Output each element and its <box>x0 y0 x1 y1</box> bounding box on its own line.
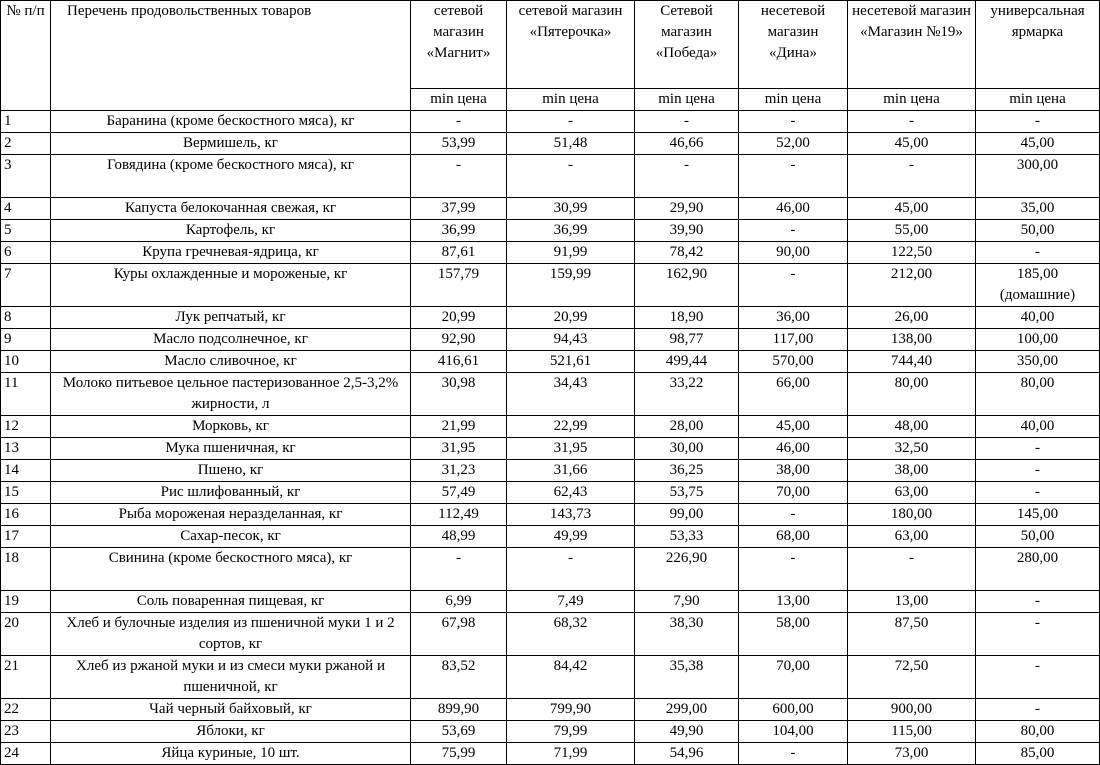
price-cell: 30,99 <box>507 198 635 220</box>
price-cell: 75,99 <box>411 743 507 765</box>
product-name: Соль поваренная пищевая, кг <box>51 591 411 613</box>
table-row <box>1 329 1100 351</box>
price-cell: 99,00 <box>635 504 739 526</box>
price-cell: 80,00 <box>976 373 1100 416</box>
price-cell: 66,00 <box>739 373 848 416</box>
subheader-min-price: min цена <box>507 89 635 111</box>
table-row <box>1 133 1100 155</box>
price-cell: 899,90 <box>411 699 507 721</box>
row-number: 2 <box>1 133 51 155</box>
price-cell: - <box>976 699 1100 721</box>
price-cell: - <box>976 242 1100 264</box>
table-row <box>1 482 1100 504</box>
price-cell: 7,90 <box>635 591 739 613</box>
row-number: 20 <box>1 613 51 656</box>
price-cell: 63,00 <box>848 526 976 548</box>
header-row <box>1 1 1100 89</box>
row-number: 24 <box>1 743 51 765</box>
product-name: Хлеб из ржаной муки и из смеси муки ржаной и пшеничной, кг <box>51 656 411 699</box>
price-cell: 300,00 <box>976 155 1100 198</box>
price-cell: 67,98 <box>411 613 507 656</box>
price-cell: 6,99 <box>411 591 507 613</box>
table-row <box>1 548 1100 591</box>
product-name: Яйца куриные, 10 шт. <box>51 743 411 765</box>
price-cell: 112,49 <box>411 504 507 526</box>
price-cell: - <box>976 482 1100 504</box>
table-row <box>1 743 1100 765</box>
price-cell: 87,61 <box>411 242 507 264</box>
product-name: Рыба мороженая неразделанная, кг <box>51 504 411 526</box>
table-row <box>1 504 1100 526</box>
price-cell: 499,44 <box>635 351 739 373</box>
price-cell: 13,00 <box>739 591 848 613</box>
price-cell: 46,00 <box>739 198 848 220</box>
price-cell: 79,99 <box>507 721 635 743</box>
price-cell: 52,00 <box>739 133 848 155</box>
price-cell: - <box>976 438 1100 460</box>
price-cell: - <box>739 155 848 198</box>
price-cell: 280,00 <box>976 548 1100 591</box>
price-cell: 36,99 <box>411 220 507 242</box>
product-name: Свинина (кроме бескостного мяса), кг <box>51 548 411 591</box>
product-name: Картофель, кг <box>51 220 411 242</box>
product-name: Крупа гречневая-ядрица, кг <box>51 242 411 264</box>
price-cell: 104,00 <box>739 721 848 743</box>
row-number: 4 <box>1 198 51 220</box>
price-cell: 38,30 <box>635 613 739 656</box>
table-row <box>1 155 1100 198</box>
product-name: Морковь, кг <box>51 416 411 438</box>
table-row <box>1 220 1100 242</box>
price-cell: 84,42 <box>507 656 635 699</box>
price-cell: 90,00 <box>739 242 848 264</box>
table-row <box>1 307 1100 329</box>
price-cell: 45,00 <box>976 133 1100 155</box>
price-cell: 122,50 <box>848 242 976 264</box>
product-name: Яблоки, кг <box>51 721 411 743</box>
price-cell: 18,90 <box>635 307 739 329</box>
price-cell: - <box>739 504 848 526</box>
price-cell: 87,50 <box>848 613 976 656</box>
price-table-body <box>1 1 1100 765</box>
price-cell: 28,00 <box>635 416 739 438</box>
table-row <box>1 656 1100 699</box>
price-cell: - <box>848 111 976 133</box>
price-cell: 85,00 <box>976 743 1100 765</box>
subheader-min-price: min цена <box>739 89 848 111</box>
product-name: Куры охлажденные и мороженые, кг <box>51 264 411 307</box>
price-cell: 35,38 <box>635 656 739 699</box>
price-cell: 53,99 <box>411 133 507 155</box>
product-name: Пшено, кг <box>51 460 411 482</box>
row-number: 3 <box>1 155 51 198</box>
price-cell: - <box>411 155 507 198</box>
price-cell: 115,00 <box>848 721 976 743</box>
price-cell: 40,00 <box>976 307 1100 329</box>
price-cell: 92,90 <box>411 329 507 351</box>
price-cell: 45,00 <box>848 198 976 220</box>
price-cell: 22,99 <box>507 416 635 438</box>
product-name: Рис шлифованный, кг <box>51 482 411 504</box>
price-cell: 744,40 <box>848 351 976 373</box>
price-cell: 31,95 <box>507 438 635 460</box>
price-cell: 7,49 <box>507 591 635 613</box>
price-cell: 36,99 <box>507 220 635 242</box>
price-cell: - <box>976 613 1100 656</box>
row-number: 15 <box>1 482 51 504</box>
price-cell: - <box>739 743 848 765</box>
price-cell: 73,00 <box>848 743 976 765</box>
price-cell: - <box>739 264 848 307</box>
price-cell: 58,00 <box>739 613 848 656</box>
price-cell: 91,99 <box>507 242 635 264</box>
price-cell: - <box>976 591 1100 613</box>
price-cell: - <box>507 548 635 591</box>
price-cell: - <box>739 548 848 591</box>
price-cell: 30,00 <box>635 438 739 460</box>
price-cell: - <box>739 220 848 242</box>
table-row <box>1 460 1100 482</box>
price-cell: 299,00 <box>635 699 739 721</box>
price-cell: - <box>411 548 507 591</box>
table-row <box>1 264 1100 307</box>
row-number: 14 <box>1 460 51 482</box>
row-number: 9 <box>1 329 51 351</box>
price-cell: 226,90 <box>635 548 739 591</box>
subheader-min-price: min цена <box>848 89 976 111</box>
price-cell: 36,25 <box>635 460 739 482</box>
table-row <box>1 699 1100 721</box>
price-cell: 53,69 <box>411 721 507 743</box>
price-cell: 212,00 <box>848 264 976 307</box>
price-cell: 51,48 <box>507 133 635 155</box>
price-cell: 48,00 <box>848 416 976 438</box>
row-number: 5 <box>1 220 51 242</box>
price-cell: 31,66 <box>507 460 635 482</box>
table-row <box>1 198 1100 220</box>
price-cell: 48,99 <box>411 526 507 548</box>
header-store-magazin19: несетевой магазин «Магазин №19» <box>848 1 976 89</box>
price-cell: 71,99 <box>507 743 635 765</box>
price-cell: 180,00 <box>848 504 976 526</box>
price-cell: 36,00 <box>739 307 848 329</box>
header-store-pobeda: Сетевой магазин «Победа» <box>635 1 739 89</box>
price-cell: 900,00 <box>848 699 976 721</box>
row-number: 7 <box>1 264 51 307</box>
price-cell: 80,00 <box>848 373 976 416</box>
price-cell: 68,00 <box>739 526 848 548</box>
price-cell: 45,00 <box>739 416 848 438</box>
price-cell: 49,99 <box>507 526 635 548</box>
table-row <box>1 111 1100 133</box>
price-cell: 38,00 <box>739 460 848 482</box>
price-cell: - <box>635 111 739 133</box>
row-number: 17 <box>1 526 51 548</box>
price-cell: 46,66 <box>635 133 739 155</box>
price-cell: - <box>976 656 1100 699</box>
price-cell: 570,00 <box>739 351 848 373</box>
price-cell: 100,00 <box>976 329 1100 351</box>
price-cell: 63,00 <box>848 482 976 504</box>
price-cell: 185,00 (домашние) <box>976 264 1100 307</box>
product-name: Чай черный байховый, кг <box>51 699 411 721</box>
price-cell: 13,00 <box>848 591 976 613</box>
price-cell: 35,00 <box>976 198 1100 220</box>
header-store-magnit: сетевой магазин «Магнит» <box>411 1 507 89</box>
price-cell: 34,43 <box>507 373 635 416</box>
row-number: 8 <box>1 307 51 329</box>
price-cell: 50,00 <box>976 220 1100 242</box>
row-number: 13 <box>1 438 51 460</box>
row-number: 6 <box>1 242 51 264</box>
price-cell: 416,61 <box>411 351 507 373</box>
product-name: Лук репчатый, кг <box>51 307 411 329</box>
price-cell: 80,00 <box>976 721 1100 743</box>
subheader-min-price: min цена <box>411 89 507 111</box>
price-cell: - <box>411 111 507 133</box>
price-cell: 138,00 <box>848 329 976 351</box>
header-product-list: Перечень продовольственных товаров <box>51 1 411 111</box>
price-cell: - <box>848 155 976 198</box>
price-cell: 162,90 <box>635 264 739 307</box>
price-cell: 521,61 <box>507 351 635 373</box>
price-cell: 32,50 <box>848 438 976 460</box>
price-cell: 38,00 <box>848 460 976 482</box>
price-cell: 157,79 <box>411 264 507 307</box>
price-cell: 37,99 <box>411 198 507 220</box>
price-cell: 26,00 <box>848 307 976 329</box>
subheader-min-price: min цена <box>976 89 1100 111</box>
row-number: 22 <box>1 699 51 721</box>
row-number: 1 <box>1 111 51 133</box>
price-cell: 143,73 <box>507 504 635 526</box>
product-name: Масло сливочное, кг <box>51 351 411 373</box>
table-row <box>1 438 1100 460</box>
price-cell: 45,00 <box>848 133 976 155</box>
price-cell: - <box>507 111 635 133</box>
price-cell: 20,99 <box>507 307 635 329</box>
price-cell: 49,90 <box>635 721 739 743</box>
price-cell: 62,43 <box>507 482 635 504</box>
price-cell: 31,95 <box>411 438 507 460</box>
row-number: 12 <box>1 416 51 438</box>
row-number: 19 <box>1 591 51 613</box>
product-name: Сахар-песок, кг <box>51 526 411 548</box>
price-cell: 70,00 <box>739 482 848 504</box>
price-cell: 98,77 <box>635 329 739 351</box>
product-name: Мука пшеничная, кг <box>51 438 411 460</box>
header-store-dina: несетевой магазин «Дина» <box>739 1 848 89</box>
price-cell: 600,00 <box>739 699 848 721</box>
price-cell: 53,75 <box>635 482 739 504</box>
price-cell: 54,96 <box>635 743 739 765</box>
price-cell: 350,00 <box>976 351 1100 373</box>
price-cell: 70,00 <box>739 656 848 699</box>
price-cell: 53,33 <box>635 526 739 548</box>
row-number: 11 <box>1 373 51 416</box>
price-cell: 21,99 <box>411 416 507 438</box>
price-cell: 94,43 <box>507 329 635 351</box>
price-cell: 159,99 <box>507 264 635 307</box>
price-cell: 50,00 <box>976 526 1100 548</box>
price-cell: - <box>976 111 1100 133</box>
subheader-min-price: min цена <box>635 89 739 111</box>
header-store-pyaterochka: сетевой магазин «Пятерочка» <box>507 1 635 89</box>
price-cell: - <box>739 111 848 133</box>
price-cell: - <box>507 155 635 198</box>
product-name: Капуста белокочанная свежая, кг <box>51 198 411 220</box>
row-number: 18 <box>1 548 51 591</box>
price-cell: 799,90 <box>507 699 635 721</box>
product-name: Молоко питьевое цельное пастеризованное 2,5-3,2% жирности, л <box>51 373 411 416</box>
price-cell: 31,23 <box>411 460 507 482</box>
row-number: 16 <box>1 504 51 526</box>
table-row <box>1 416 1100 438</box>
price-cell: 57,49 <box>411 482 507 504</box>
price-cell: 78,42 <box>635 242 739 264</box>
price-cell: 33,22 <box>635 373 739 416</box>
price-cell: - <box>976 460 1100 482</box>
price-cell: 30,98 <box>411 373 507 416</box>
price-cell: - <box>635 155 739 198</box>
price-cell: 68,32 <box>507 613 635 656</box>
price-cell: 117,00 <box>739 329 848 351</box>
table-row <box>1 242 1100 264</box>
table-row <box>1 373 1100 416</box>
row-number: 21 <box>1 656 51 699</box>
price-cell: 83,52 <box>411 656 507 699</box>
table-row <box>1 613 1100 656</box>
table-row <box>1 526 1100 548</box>
product-name: Говядина (кроме бескостного мяса), кг <box>51 155 411 198</box>
product-name: Хлеб и булочные изделия из пшеничной муки 1 и 2 сортов, кг <box>51 613 411 656</box>
header-num: № п/п <box>1 1 51 111</box>
product-name: Баранина (кроме бескостного мяса), кг <box>51 111 411 133</box>
table-row <box>1 591 1100 613</box>
header-store-fair: универсальная ярмарка <box>976 1 1100 89</box>
price-cell: 40,00 <box>976 416 1100 438</box>
price-cell: 39,90 <box>635 220 739 242</box>
price-cell: 20,99 <box>411 307 507 329</box>
price-cell: 55,00 <box>848 220 976 242</box>
product-name: Вермишель, кг <box>51 133 411 155</box>
table-row <box>1 721 1100 743</box>
price-cell: 46,00 <box>739 438 848 460</box>
price-cell: 145,00 <box>976 504 1100 526</box>
row-number: 23 <box>1 721 51 743</box>
price-cell: 29,90 <box>635 198 739 220</box>
row-number: 10 <box>1 351 51 373</box>
product-name: Масло подсолнечное, кг <box>51 329 411 351</box>
table-row <box>1 351 1100 373</box>
price-cell: - <box>848 548 976 591</box>
price-cell: 72,50 <box>848 656 976 699</box>
